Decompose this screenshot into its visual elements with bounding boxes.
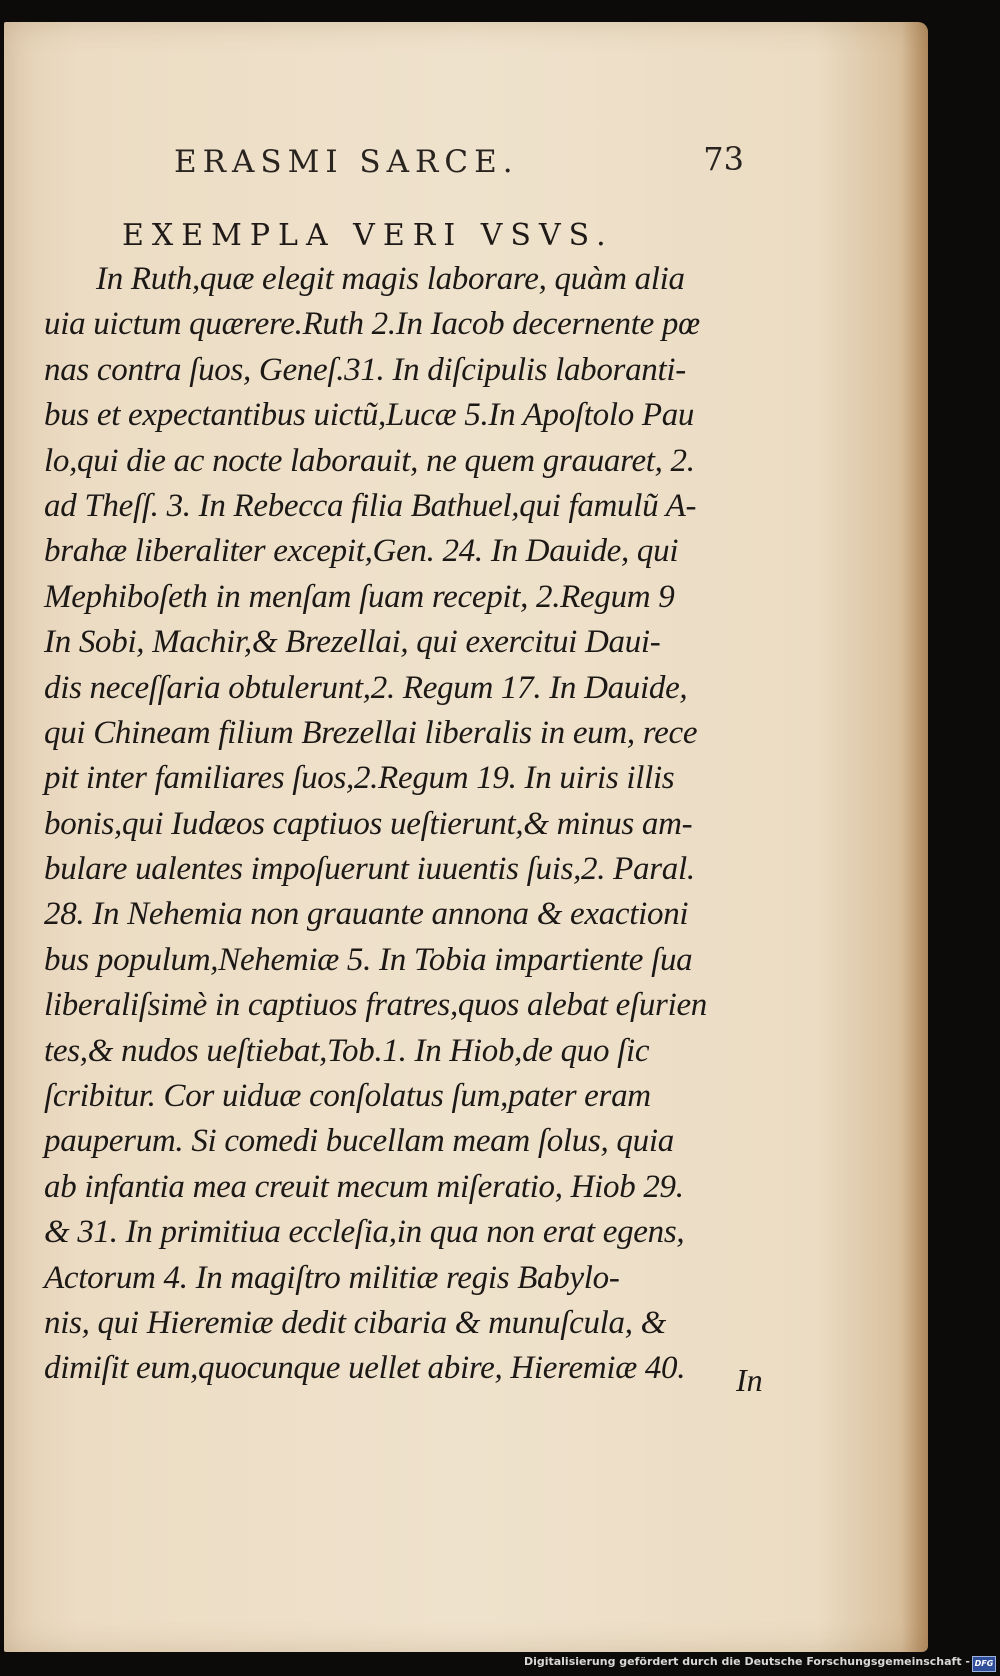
text-line: ab infantia mea creuit mecum miſeratio, Hiob 29. — [44, 1168, 684, 1205]
text-line: Mephiboſeth in menſam ſuam recepit, 2.Regum 9 — [44, 578, 675, 615]
text-line: qui Chineam filium Brezellai liberalis in eum, rece — [44, 714, 698, 751]
running-head: ERASMI SARCE. — [174, 144, 519, 180]
funding-credit: Digitalisierung gefördert durch die Deutsche Forschungsgemeinschaft - — [523, 1655, 970, 1668]
page-header — [174, 140, 744, 184]
text-line: brahæ liberaliter excepit,Gen. 24. In Dauide, qui — [44, 533, 679, 570]
text-line: tes,& nudos ueſtiebat,Tob.1. In Hiob,de quo ſic — [44, 1032, 650, 1069]
text-line: liberaliſsimè in captiuos fratres,quos alebat eſurien — [44, 987, 708, 1024]
text-line: nis, qui Hieremiæ dedit cibaria & munuſcula, & — [44, 1304, 667, 1341]
text-line: bonis,qui Iudæos captiuos ueſtierunt,& minus am- — [44, 805, 693, 842]
text-line: & 31. In primitiua eccleſia,in qua non erat egens, — [44, 1214, 685, 1251]
section-title: EXEMPLA VERI VSVS. — [122, 218, 614, 253]
text-line: In Sobi, Machir,& Brezellai, qui exercitui Daui- — [44, 624, 661, 661]
text-line: bus et expectantibus uictũ,Lucæ 5.In Apoſtolo Pau — [44, 397, 695, 434]
text-line: uia uictum quærere.Ruth 2.In Iacob decernente pœ — [44, 306, 700, 343]
text-line: ſcribitur. Cor uiduæ conſolatus ſum,pater eram — [44, 1078, 651, 1115]
text-line: lo,qui die ac nocte laborauit, ne quem grauaret, 2. — [44, 442, 695, 479]
digitization-footer — [0, 1652, 1000, 1676]
text-line: bulare ualentes impoſuerunt iuuentis ſuis,2. Paral. — [44, 851, 695, 888]
text-line: dis neceſſaria obtulerunt,2. Regum 17. In Dauide, — [44, 669, 688, 706]
text-line: 28. In Nehemia non grauante annona & exactioni — [44, 896, 689, 933]
text-line: bus populum,Nehemiæ 5. In Tobia impartiente ſua — [44, 941, 693, 978]
book-page — [4, 22, 928, 1652]
text-line: dimiſit eum,quocunque uellet abire, Hieremiæ 40. — [44, 1350, 686, 1387]
catchword: In — [736, 1362, 763, 1398]
text-line: In Ruth,quæ elegit magis laborare, quàm alia — [96, 261, 685, 297]
page-number: 73 — [703, 140, 744, 178]
text-line: ad Theſſ. 3. In Rebecca filia Bathuel,qui famulũ A- — [44, 487, 697, 524]
body-text — [44, 257, 774, 1392]
text-line: nas contra ſuos, Geneſ.31. In diſcipulis laboranti- — [44, 351, 686, 388]
dfg-logo-icon: DFG — [972, 1656, 996, 1672]
text-line: Actorum 4. In magiſtro militiæ regis Babylo- — [44, 1259, 620, 1296]
text-line: pit inter familiares ſuos,2.Regum 19. In uiris illis — [44, 760, 675, 797]
text-line: pauperum. Si comedi bucellam meam ſolus, quia — [44, 1123, 674, 1160]
